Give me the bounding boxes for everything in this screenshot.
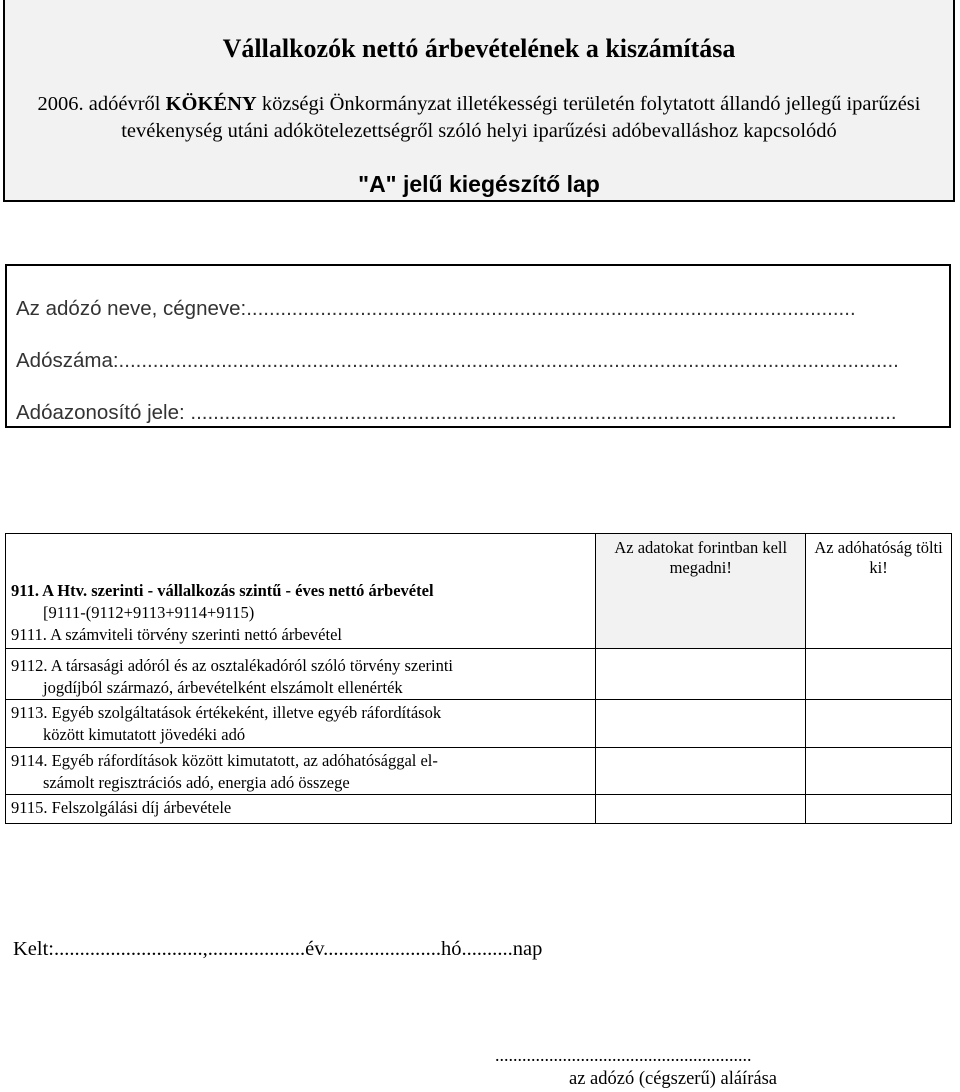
authority-column-header: Az adóhatóság tölti ki! — [806, 534, 952, 649]
row-9113-value-cell[interactable] — [596, 700, 806, 748]
table-row-9113 — [6, 700, 596, 748]
row-9111-label: 9111. A számviteli törvény szerinti nettó árbevétel — [11, 625, 342, 644]
table-row-9112 — [6, 649, 596, 700]
taxpayer-name-field[interactable]: Az adózó neve, cégneve:........................................................................................................... — [16, 297, 856, 320]
intro-rest: községi Önkormányzat illetékességi területén folytatott állandó jellegű iparűzési tevékenység utáni adókötelezettségről szóló helyi iparűzési adóbevalláshoz kapcsolódó — [121, 93, 921, 142]
municipality-name: KÖKÉNY — [165, 93, 257, 115]
row-9113-authority-cell — [806, 700, 952, 748]
taxpayer-column-header: Az adatokat forintban kell megadni! — [596, 534, 806, 649]
row-9112-value-cell[interactable] — [596, 649, 806, 700]
row-9112-authority-cell — [806, 649, 952, 700]
form-subtitle: "A" jelű kiegészítő lap — [358, 171, 600, 197]
row-911-label: 911. A Htv. szerinti - vállalkozás szintű - éves nettó árbevétel — [11, 581, 434, 600]
row-9114-cont: számolt regisztrációs adó, energia adó összege — [43, 773, 350, 792]
signature-line[interactable]: ......................................................... — [495, 1045, 752, 1065]
tax-number-field[interactable]: Adószáma:......................................................................................................................................... — [16, 349, 899, 372]
row-9114-authority-cell — [806, 748, 952, 795]
row-9112-label: 9112. A társasági adóról és az osztalékadóról szóló törvény szerinti — [11, 656, 454, 675]
form-header — [3, 0, 955, 202]
row-9112-cont: jogdíjból származó, árbevételként elszámolt ellenérték — [43, 678, 403, 697]
row-9114-value-cell[interactable] — [596, 748, 806, 795]
form-title: Vállalkozók nettó árbevételének a kiszámítása — [222, 34, 736, 63]
row-9113-label: 9113. Egyéb szolgáltatások értékeként, illetve egyéb ráfordítások — [11, 703, 442, 722]
row-9113-cont: között kimutatott jövedéki adó — [43, 725, 246, 744]
table-row-911-9111 — [6, 534, 596, 649]
row-9115-value-cell[interactable] — [596, 795, 806, 824]
date-line[interactable]: Kelt:.............................,...................év.......................hó..........nap — [13, 938, 543, 960]
revenue-table — [5, 533, 952, 824]
taxpayer-section — [5, 264, 951, 428]
table-row-9115 — [6, 795, 596, 824]
row-911-formula: [9111-(9112+9113+9114+9115) — [43, 603, 255, 622]
tax-id-field[interactable]: Adóazonosító jele: ............................................................................................................................ — [16, 401, 897, 424]
form-intro — [13, 91, 945, 145]
row-9114-label: 9114. Egyéb ráfordítások között kimutatott, az adóhatósággal el- — [11, 751, 438, 770]
intro-prefix: 2006. adóévről — [37, 93, 166, 115]
signature-label: az adózó (cégszerű) aláírása — [569, 1069, 777, 1089]
row-9115-label: 9115. Felszolgálási díj árbevétele — [11, 798, 232, 817]
row-9115-authority-cell — [806, 795, 952, 824]
table-row-9114 — [6, 748, 596, 795]
